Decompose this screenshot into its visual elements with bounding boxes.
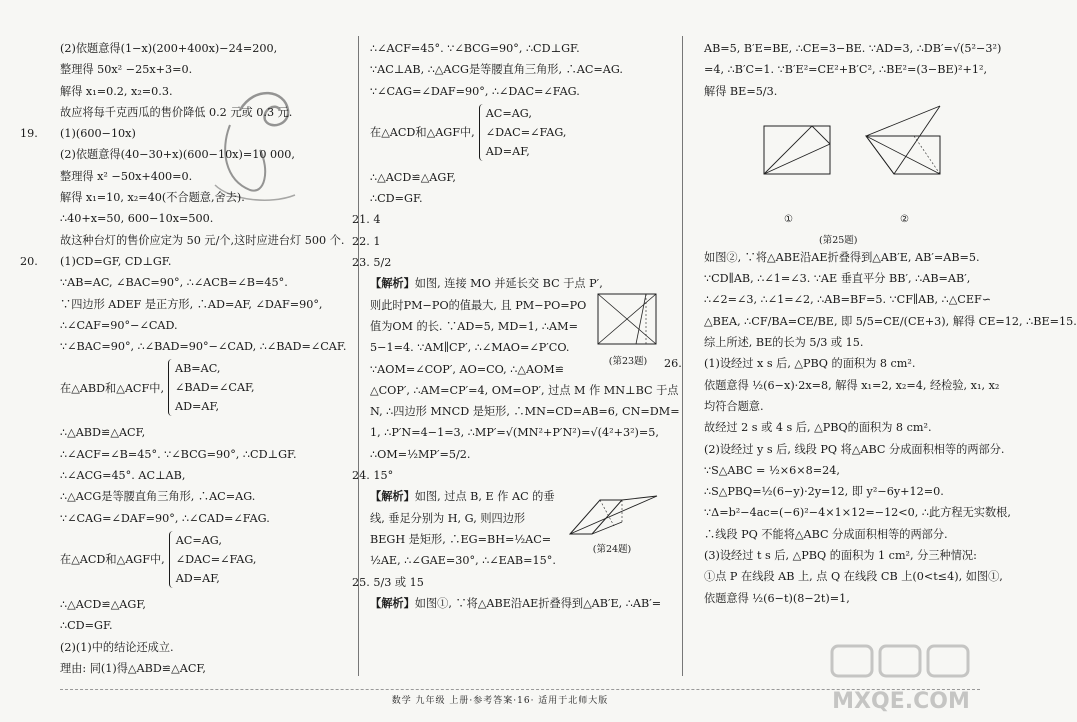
question-number: 25. — [352, 575, 370, 589]
text-line: 均符合题意. — [704, 399, 764, 413]
text-line: ∵AC⊥AB, ∴△ACG是等腰直角三角形, ∴AC=AG. — [370, 63, 623, 77]
answer-23: 5/2 — [373, 256, 392, 270]
text-line: AB=5, B′E=BE, ∴CE=3−BE. ∵AD=3, ∴DB′=√(5²−3²) — [704, 42, 1002, 55]
answer-24: 15° — [373, 469, 394, 483]
text-line: 5−1=4. ∵AM∥CP′, ∴∠MAO=∠P′CO. — [370, 341, 570, 355]
text-line: 值为OM 的长. ∵AD=5, MD=1, ∴AM= — [370, 319, 578, 333]
condition: AB=AC, — [175, 362, 221, 376]
text-line: 则此时PM−PO的值最大, 且 PM−PO=PO — [370, 298, 587, 312]
watermark-logo — [826, 640, 976, 720]
text-line: 如图, 连接 MO 并延长交 BC 于点 P′, — [414, 277, 603, 291]
text-line: 解得 x₁=10, x₂=40(不合题意,舍去). — [60, 191, 245, 205]
text-line: ∴△ACD≌△AGF, — [370, 170, 456, 184]
text-line: 故应将每千克西瓜的售价降低 0.2 元或 0.3 元. — [60, 105, 293, 119]
condition: ∠DAC=∠FAG, — [485, 125, 567, 139]
congruence-system — [60, 531, 350, 588]
text-line: ∵四边形 ADEF 是正方形, ∴AD=AF, ∠DAF=90°, — [60, 297, 323, 311]
answer-22: 22. 1 — [352, 234, 381, 248]
text-line: 整理得 50x² −25x+3=0. — [60, 63, 193, 77]
text-line: 如图②, ∵将△ABE沿AE折叠得到△AB′E, AB′=AB=5. — [704, 250, 980, 264]
text-line: =4, ∴B′C=1. ∵B′E²=CE²+B′C², ∴BE²=(3−BE)²+1², — [704, 63, 988, 77]
congruence-system — [370, 104, 670, 161]
page-footer: 数学 九年级 上册·参考答案·16· 适用于北师大版 — [391, 696, 609, 706]
answer-25: 5/3 或 15 — [373, 575, 424, 589]
text-line: 如图, 过点 B, E 作 AC 的垂 — [414, 490, 555, 504]
text-line: 在△ACD和△AGF中, — [370, 126, 475, 140]
condition: AD=AF, — [485, 144, 530, 158]
text-line: 解得 BE=5/3. — [704, 84, 778, 98]
text-line: ∴△ACG是等腰直角三角形, ∴AC=AG. — [60, 490, 256, 504]
text-line: 故经过 2 s 或 4 s 后, △PBQ的面积为 8 cm². — [704, 421, 932, 435]
text-line: ∵AB=AC, ∠BAC=90°, ∴∠ACB=∠B=45°. — [60, 276, 288, 290]
condition: ∠DAC=∠FAG, — [175, 552, 257, 566]
figure-label: ② — [900, 213, 909, 225]
text-line: 整理得 x² −50x+400=0. — [60, 169, 193, 183]
analysis-tag: 【解析】 — [370, 595, 415, 610]
text-line: ∴∠2=∠3, ∴∠1=∠2, ∴AB=BF=5. ∵CF∥AB, ∴△CEF∽ — [704, 293, 992, 307]
text-line: ∴CD=GF. — [370, 192, 423, 206]
condition: AD=AF, — [175, 400, 220, 414]
text-line: ∵AOM=∠COP′, AO=CO, ∴△AOM≌ — [370, 362, 565, 376]
text-line: N, ∴四边形 MNCD 是矩形, ∴MN=CD=AB=6, CN=DM= — [370, 405, 680, 419]
text-line: 理由: 同(1)得△ABD≌△ACF, — [60, 661, 206, 675]
text-line: ∵S△ABC = ½×6×8=24, — [704, 463, 840, 477]
figure-23 — [592, 288, 664, 367]
text-line: 在△ABD和△ACF中, — [60, 381, 164, 395]
text-line: 综上所述, BE的长为 5/3 或 15. — [704, 336, 864, 350]
figure-label: ① — [784, 213, 793, 225]
figure-caption: (第23题) — [608, 356, 648, 367]
analysis-tag: 【解析】 — [370, 276, 415, 291]
condition: AC=AG, — [485, 106, 532, 120]
text-line: 如图①, ∵将△ABE沿AE折叠得到△AB′E, ∴AB′= — [414, 596, 662, 610]
text-line: 依题意得 ½(6−x)·2x=8, 解得 x₁=2, x₂=4, 经检验, x₁, x₂ — [704, 378, 1000, 392]
text-line: 线, 垂足分别为 H, G, 则四边形 — [370, 511, 526, 525]
text-line: ∴∠ACG=45°. AC⊥AB, — [60, 469, 186, 483]
text-line: ∴线段 PQ 不能将△ABC 分成面积相等的两部分. — [704, 527, 948, 541]
question-number: 19. — [20, 127, 38, 141]
question-number: 26. — [664, 357, 682, 371]
text-line: ∵∠BAC=90°, ∴∠BAD=90°−∠CAD, ∴∠BAD=∠CAF. — [60, 340, 347, 354]
condition: ∠BAD=∠CAF, — [175, 381, 255, 395]
text-line: (2)设经过 y s 后, 线段 PQ 将△ABC 分成面积相等的两部分. — [704, 442, 1005, 456]
brace-conditions — [479, 104, 567, 161]
text-line: △COP′, ∴AM=CP′=4, OM=OP′, 过点 M 作 MN⊥BC 于点 — [370, 383, 679, 397]
column-1 — [20, 38, 350, 679]
text-line: (1)(600−10x) — [60, 127, 136, 141]
text-line: 解得 x₁=0.2, x₂=0.3. — [60, 84, 173, 98]
condition: AC=AG, — [175, 533, 222, 547]
figure-25-diagram — [754, 106, 984, 224]
text-line: ∵∠CAG=∠DAF=90°, ∴∠DAC=∠FAG. — [370, 84, 580, 98]
text-line: ∴40+x=50, 600−10x=500. — [60, 212, 214, 226]
condition: AD=AF, — [175, 571, 220, 585]
text-line: ∵∠CAG=∠DAF=90°, ∴∠CAD=∠FAG. — [60, 511, 270, 525]
text-line: ∵Δ=b²−4ac=(−6)²−4×1×12=−12<0, ∴此方程无实数根, — [704, 506, 1011, 520]
congruence-system — [60, 359, 350, 416]
text-line: ½AE, ∴∠GAE=30°, ∴∠EAB=15°. — [370, 554, 556, 568]
question-number: 24. — [352, 469, 370, 483]
text-line: ∴OM=½MP′=5/2. — [370, 447, 471, 461]
column-3 — [664, 38, 1077, 609]
text-line: (2)依题意得(1−x)(200+400x)−24=200, — [60, 42, 278, 55]
text-line: ∵CD∥AB, ∴∠1=∠3. ∵AE 垂直平分 BB′, ∴AB=AB′, — [704, 272, 971, 286]
text-line: BEGH 是矩形, ∴EG=BH=½AC= — [370, 532, 552, 546]
figure-24-diagram — [562, 492, 662, 538]
text-line: ∴∠ACF=∠B=45°. ∵∠BCG=90°, ∴CD⊥GF. — [60, 447, 297, 461]
figure-24 — [562, 492, 662, 555]
text-line: (1)设经过 x s 后, △PBQ 的面积为 8 cm². — [704, 357, 916, 371]
watermark-text: MXQE.COM — [832, 689, 970, 714]
text-line: (2)(1)中的结论还成立. — [60, 640, 174, 654]
text-line: 在△ACD和△AGF中, — [60, 553, 165, 567]
text-line: ∴∠ACF=45°. ∵∠BCG=90°, ∴CD⊥GF. — [370, 42, 580, 55]
text-line: ∴△ACD≌△AGF, — [60, 597, 146, 611]
question-number: 20. — [20, 254, 38, 268]
text-line: (1)CD=GF, CD⊥GF. — [60, 254, 172, 268]
figure-caption: (第25题) — [819, 234, 858, 246]
figure-23-diagram — [592, 288, 664, 350]
text-line: △BEA, ∴CF/BA=CE/BE, 即 5/5=CE/(CE+3), 解得 CE=12, ∴BE=15. — [704, 314, 1077, 328]
question-number: 23. — [352, 256, 370, 270]
brace-conditions — [169, 531, 257, 588]
text-line: 依题意得 ½(6−t)(8−2t)=1, — [704, 591, 850, 605]
text-line: ∴S△PBQ=½(6−y)·2y=12, 即 y²−6y+12=0. — [704, 485, 944, 499]
text-line: (3)设经过 t s 后, △PBQ 的面积为 1 cm², 分三种情况: — [704, 549, 977, 563]
text-line: 故这种台灯的售价应定为 50 元/个,这时应进台灯 500 个. — [60, 233, 345, 247]
analysis-tag: 【解析】 — [370, 489, 415, 504]
text-line: ∴CD=GF. — [60, 619, 113, 633]
figure-caption: (第24题) — [592, 544, 632, 555]
text-line: (2)依题意得(40−30+x)(600−10x)=10 000, — [60, 148, 295, 162]
text-line: ①点 P 在线段 AB 上, 点 Q 在线段 CB 上(0<t≤4), 如图①, — [704, 570, 1003, 584]
answer-21: 21. 4 — [352, 213, 381, 227]
brace-conditions — [168, 359, 255, 416]
text-line: 1, ∴P′N=4−1=3, ∴MP′=√(MN²+P′N²)=√(4²+3²)=5, — [370, 426, 659, 440]
text-line: ∴△ABD≌△ACF, — [60, 426, 146, 440]
text-line: ∴∠CAF=90°−∠CAD. — [60, 318, 178, 332]
figure-25 — [704, 102, 986, 247]
